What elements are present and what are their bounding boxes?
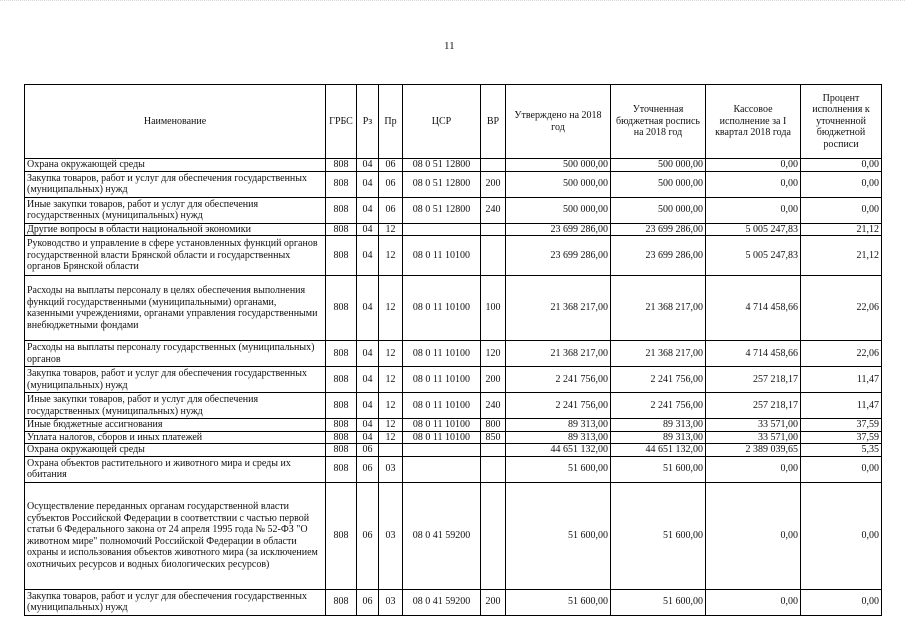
cell-approved: 23 699 286,00 xyxy=(506,236,611,276)
cell-percent: 37,59 xyxy=(801,419,882,432)
cell-refined: 51 600,00 xyxy=(611,589,706,615)
cell-percent: 5,35 xyxy=(801,444,882,457)
cell-csr: 08 0 11 10100 xyxy=(403,393,481,419)
cell-rz: 04 xyxy=(357,223,379,236)
cell-vr: 200 xyxy=(481,367,506,393)
header-approved: Утверждено на 2018 год xyxy=(506,85,611,159)
cell-grbs: 808 xyxy=(326,431,357,444)
cell-cash: 0,00 xyxy=(706,456,801,482)
cell-percent: 0,00 xyxy=(801,456,882,482)
cell-grbs: 808 xyxy=(326,393,357,419)
cell-grbs: 808 xyxy=(326,223,357,236)
cell-grbs: 808 xyxy=(326,367,357,393)
cell-vr xyxy=(481,236,506,276)
cell-refined: 44 651 132,00 xyxy=(611,444,706,457)
cell-name: Руководство и управление в сфере установленных функций органов государственной власти Брянской области и государственных органов Брянской области xyxy=(25,236,326,276)
cell-pr: 03 xyxy=(379,589,403,615)
cell-approved: 44 651 132,00 xyxy=(506,444,611,457)
cell-vr xyxy=(481,456,506,482)
cell-grbs: 808 xyxy=(326,444,357,457)
header-pr: Пр xyxy=(379,85,403,159)
cell-cash: 33 571,00 xyxy=(706,431,801,444)
cell-csr: 08 0 11 10100 xyxy=(403,419,481,432)
table-row xyxy=(25,393,882,419)
cell-cash: 33 571,00 xyxy=(706,419,801,432)
cell-pr: 06 xyxy=(379,197,403,223)
cell-rz: 04 xyxy=(357,159,379,172)
cell-percent: 22,06 xyxy=(801,341,882,367)
cell-approved: 500 000,00 xyxy=(506,159,611,172)
table-row xyxy=(25,367,882,393)
cell-csr: 08 0 11 10100 xyxy=(403,367,481,393)
cell-percent: 11,47 xyxy=(801,393,882,419)
cell-name: Закупка товаров, работ и услуг для обеспечения государственных (муниципальных) нужд xyxy=(25,367,326,393)
cell-percent: 37,59 xyxy=(801,431,882,444)
cell-pr: 06 xyxy=(379,171,403,197)
cell-vr: 100 xyxy=(481,276,506,341)
cell-pr: 12 xyxy=(379,367,403,393)
cell-pr: 12 xyxy=(379,236,403,276)
budget-table xyxy=(24,84,882,616)
cell-percent: 11,47 xyxy=(801,367,882,393)
cell-cash: 4 714 458,66 xyxy=(706,341,801,367)
cell-pr: 12 xyxy=(379,393,403,419)
cell-name: Иные бюджетные ассигнования xyxy=(25,419,326,432)
cell-grbs: 808 xyxy=(326,236,357,276)
cell-cash: 257 218,17 xyxy=(706,367,801,393)
cell-refined: 2 241 756,00 xyxy=(611,393,706,419)
header-vr: ВР xyxy=(481,85,506,159)
cell-vr: 120 xyxy=(481,341,506,367)
cell-approved: 500 000,00 xyxy=(506,171,611,197)
cell-rz: 06 xyxy=(357,456,379,482)
cell-refined: 89 313,00 xyxy=(611,431,706,444)
cell-vr: 200 xyxy=(481,171,506,197)
cell-cash: 5 005 247,83 xyxy=(706,236,801,276)
cell-grbs: 808 xyxy=(326,197,357,223)
cell-name: Охрана объектов растительного и животного мира и среды их обитания xyxy=(25,456,326,482)
table-body xyxy=(25,159,882,616)
table-row xyxy=(25,341,882,367)
cell-approved: 23 699 286,00 xyxy=(506,223,611,236)
header-percent: Процент исполнения к уточненной бюджетной росписи xyxy=(801,85,882,159)
cell-refined: 21 368 217,00 xyxy=(611,276,706,341)
header-rz: Рз xyxy=(357,85,379,159)
cell-grbs: 808 xyxy=(326,159,357,172)
cell-cash: 257 218,17 xyxy=(706,393,801,419)
cell-pr: 12 xyxy=(379,419,403,432)
cell-approved: 2 241 756,00 xyxy=(506,367,611,393)
cell-percent: 0,00 xyxy=(801,482,882,589)
cell-rz: 04 xyxy=(357,367,379,393)
cell-vr: 240 xyxy=(481,197,506,223)
cell-csr: 08 0 41 59200 xyxy=(403,589,481,615)
cell-name: Расходы на выплаты персоналу государственных (муниципальных) органов xyxy=(25,341,326,367)
cell-percent: 21,12 xyxy=(801,236,882,276)
cell-rz: 04 xyxy=(357,197,379,223)
table-row xyxy=(25,589,882,615)
cell-approved: 89 313,00 xyxy=(506,419,611,432)
cell-grbs: 808 xyxy=(326,456,357,482)
cell-grbs: 808 xyxy=(326,419,357,432)
cell-refined: 51 600,00 xyxy=(611,482,706,589)
cell-name: Иные закупки товаров, работ и услуг для обеспечения государственных (муниципальных) нужд xyxy=(25,197,326,223)
table-row xyxy=(25,456,882,482)
cell-refined: 500 000,00 xyxy=(611,171,706,197)
header-refined: Уточненная бюджетная роспись на 2018 год xyxy=(611,85,706,159)
cell-vr xyxy=(481,444,506,457)
header-cash: Кассовое исполнение за I квартал 2018 года xyxy=(706,85,801,159)
cell-rz: 06 xyxy=(357,589,379,615)
cell-name: Уплата налогов, сборов и иных платежей xyxy=(25,431,326,444)
cell-pr: 12 xyxy=(379,341,403,367)
cell-rz: 04 xyxy=(357,236,379,276)
cell-grbs: 808 xyxy=(326,589,357,615)
cell-cash: 4 714 458,66 xyxy=(706,276,801,341)
cell-rz: 04 xyxy=(357,341,379,367)
cell-pr: 03 xyxy=(379,456,403,482)
cell-approved: 51 600,00 xyxy=(506,589,611,615)
cell-rz: 04 xyxy=(357,419,379,432)
table-row xyxy=(25,159,882,172)
cell-grbs: 808 xyxy=(326,276,357,341)
cell-percent: 0,00 xyxy=(801,159,882,172)
table-row xyxy=(25,419,882,432)
page-number: 11 xyxy=(444,40,455,52)
table-row xyxy=(25,482,882,589)
cell-cash: 0,00 xyxy=(706,197,801,223)
cell-csr: 08 0 11 10100 xyxy=(403,341,481,367)
cell-csr xyxy=(403,456,481,482)
cell-pr: 12 xyxy=(379,276,403,341)
cell-csr xyxy=(403,444,481,457)
header-name: Наименование xyxy=(25,85,326,159)
table-row xyxy=(25,236,882,276)
cell-pr: 06 xyxy=(379,159,403,172)
cell-rz: 04 xyxy=(357,393,379,419)
cell-rz: 04 xyxy=(357,431,379,444)
cell-vr xyxy=(481,482,506,589)
cell-pr: 03 xyxy=(379,482,403,589)
cell-rz: 06 xyxy=(357,482,379,589)
cell-percent: 22,06 xyxy=(801,276,882,341)
cell-approved: 21 368 217,00 xyxy=(506,341,611,367)
cell-name: Охрана окружающей среды xyxy=(25,159,326,172)
cell-name: Расходы на выплаты персоналу в целях обеспечения выполнения функций государственными (муниципальными) органами, казенными учреждениями, органами управления государственными внебюджетными фондами xyxy=(25,276,326,341)
cell-rz: 06 xyxy=(357,444,379,457)
cell-csr: 08 0 51 12800 xyxy=(403,171,481,197)
cell-rz: 04 xyxy=(357,171,379,197)
cell-csr: 08 0 41 59200 xyxy=(403,482,481,589)
header-grbs: ГРБС xyxy=(326,85,357,159)
table-row xyxy=(25,223,882,236)
cell-refined: 21 368 217,00 xyxy=(611,341,706,367)
cell-csr: 08 0 11 10100 xyxy=(403,431,481,444)
cell-cash: 5 005 247,83 xyxy=(706,223,801,236)
table-row xyxy=(25,444,882,457)
cell-csr: 08 0 51 12800 xyxy=(403,159,481,172)
cell-vr xyxy=(481,159,506,172)
cell-cash: 0,00 xyxy=(706,159,801,172)
cell-name: Осуществление переданных органам государственной власти субъектов Российской Федерации в соответствии с частью первой статьи 6 Федерального закона от 24 апреля 1995 года № 52-ФЗ "О животном мире" полномочий Российской Федерации в области охраны и использования объектов животного мира (за исключением охотничьих ресурсов и водных биологических ресурсов) xyxy=(25,482,326,589)
cell-vr: 800 xyxy=(481,419,506,432)
cell-approved: 51 600,00 xyxy=(506,482,611,589)
cell-refined: 500 000,00 xyxy=(611,197,706,223)
cell-cash: 2 389 039,65 xyxy=(706,444,801,457)
cell-vr: 850 xyxy=(481,431,506,444)
cell-approved: 89 313,00 xyxy=(506,431,611,444)
cell-vr: 240 xyxy=(481,393,506,419)
cell-percent: 0,00 xyxy=(801,589,882,615)
cell-grbs: 808 xyxy=(326,171,357,197)
cell-vr xyxy=(481,223,506,236)
cell-refined: 51 600,00 xyxy=(611,456,706,482)
cell-refined: 89 313,00 xyxy=(611,419,706,432)
cell-cash: 0,00 xyxy=(706,482,801,589)
cell-csr xyxy=(403,223,481,236)
cell-grbs: 808 xyxy=(326,482,357,589)
cell-approved: 2 241 756,00 xyxy=(506,393,611,419)
cell-refined: 23 699 286,00 xyxy=(611,236,706,276)
cell-refined: 23 699 286,00 xyxy=(611,223,706,236)
cell-approved: 500 000,00 xyxy=(506,197,611,223)
table-header-row xyxy=(25,85,882,159)
cell-csr: 08 0 11 10100 xyxy=(403,276,481,341)
cell-pr: 12 xyxy=(379,223,403,236)
cell-name: Закупка товаров, работ и услуг для обеспечения государственных (муниципальных) нужд xyxy=(25,589,326,615)
cell-refined: 500 000,00 xyxy=(611,159,706,172)
cell-pr xyxy=(379,444,403,457)
cell-approved: 51 600,00 xyxy=(506,456,611,482)
table-row xyxy=(25,276,882,341)
cell-name: Иные закупки товаров, работ и услуг для обеспечения государственных (муниципальных) нужд xyxy=(25,393,326,419)
cell-approved: 21 368 217,00 xyxy=(506,276,611,341)
scan-top-edge xyxy=(0,0,905,21)
cell-refined: 2 241 756,00 xyxy=(611,367,706,393)
cell-percent: 0,00 xyxy=(801,171,882,197)
cell-rz: 04 xyxy=(357,276,379,341)
cell-percent: 21,12 xyxy=(801,223,882,236)
cell-vr: 200 xyxy=(481,589,506,615)
cell-name: Охрана окружающей среды xyxy=(25,444,326,457)
cell-grbs: 808 xyxy=(326,341,357,367)
header-csr: ЦСР xyxy=(403,85,481,159)
cell-name: Другие вопросы в области национальной экономики xyxy=(25,223,326,236)
cell-percent: 0,00 xyxy=(801,197,882,223)
cell-name: Закупка товаров, работ и услуг для обеспечения государственных (муниципальных) нужд xyxy=(25,171,326,197)
cell-pr: 12 xyxy=(379,431,403,444)
cell-csr: 08 0 51 12800 xyxy=(403,197,481,223)
cell-cash: 0,00 xyxy=(706,171,801,197)
table-row xyxy=(25,171,882,197)
table-row xyxy=(25,431,882,444)
cell-csr: 08 0 11 10100 xyxy=(403,236,481,276)
table-row xyxy=(25,197,882,223)
cell-cash: 0,00 xyxy=(706,589,801,615)
